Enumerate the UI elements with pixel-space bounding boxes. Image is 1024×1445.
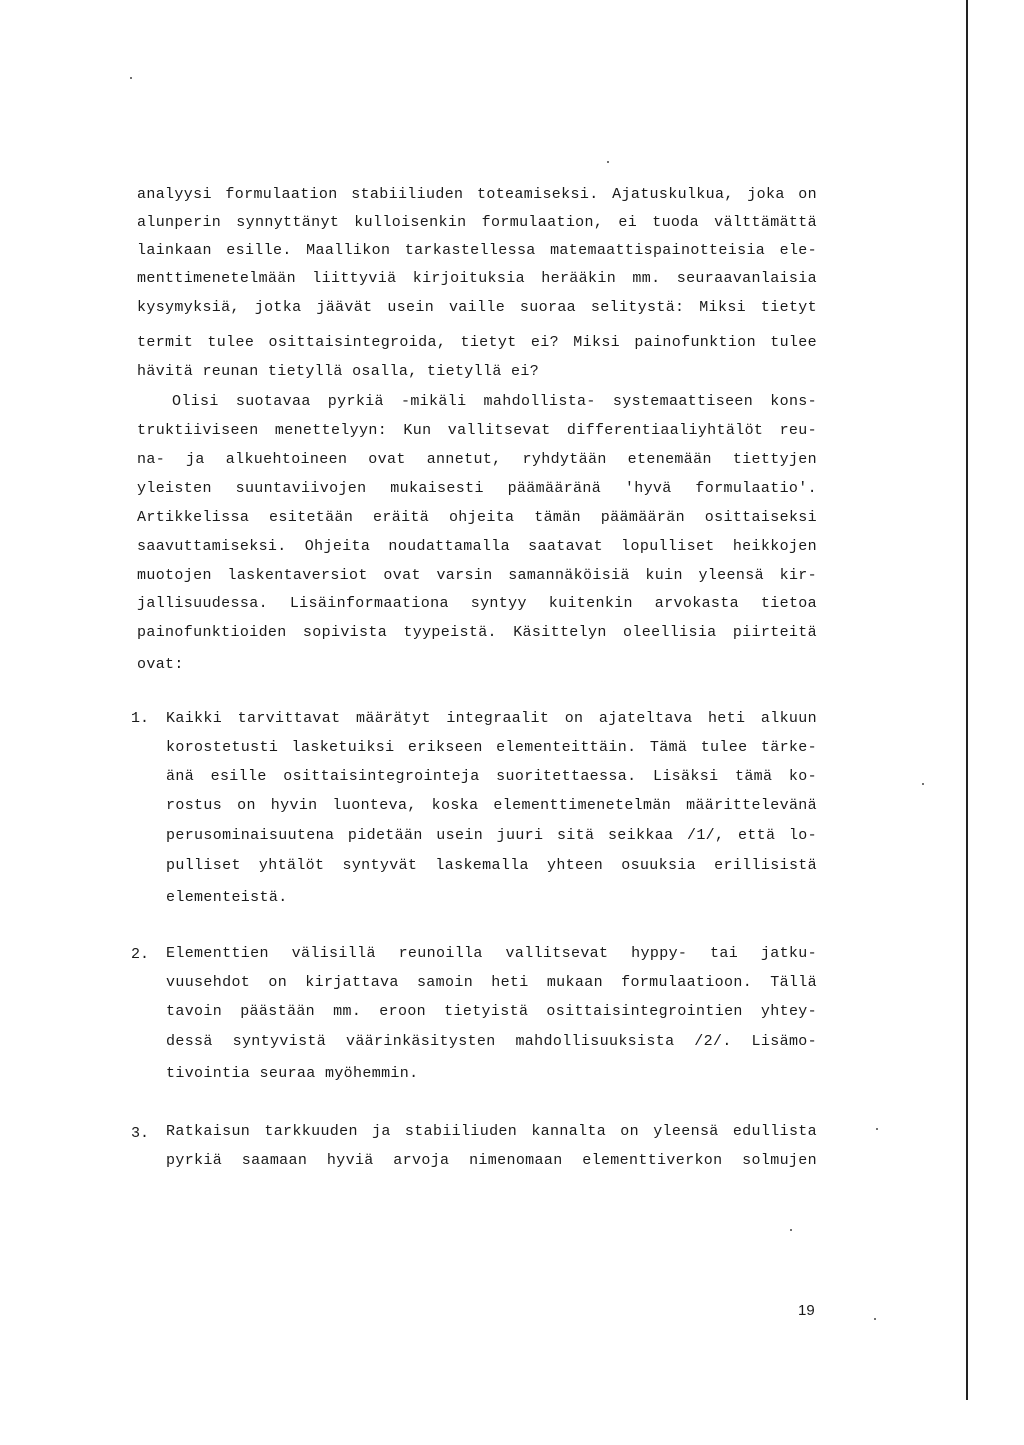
text-line: saavuttamiseksi. Ohjeita noudattamalla saatavat lopulliset heikkojen bbox=[137, 538, 817, 555]
scan-edge-line bbox=[966, 0, 968, 1400]
text-line: perusominaisuutena pidetään usein juuri sitä seikkaa /1/, että lo- bbox=[166, 827, 817, 844]
text-line: tivointia seuraa myöhemmin. bbox=[166, 1065, 419, 1082]
text-line: painofunktioiden sopivista tyypeistä. Käsittelyn oleellisia piirteitä bbox=[137, 624, 817, 641]
page-number: 19 bbox=[798, 1302, 815, 1319]
list-number: 1. bbox=[131, 710, 150, 727]
text-line: muotojen laskentaversiot ovat varsin samannäköisiä kuin yleensä kir- bbox=[137, 567, 817, 584]
text-line: Kaikki tarvittavat määrätyt integraalit on ajateltava heti alkuun bbox=[166, 710, 817, 727]
list-number: 3. bbox=[131, 1125, 150, 1142]
scan-speck bbox=[790, 1229, 792, 1231]
text-line: rostus on hyvin luonteva, koska elementtimenetelmän määrittelevänä bbox=[166, 797, 817, 814]
text-line: lainkaan esille. Maallikon tarkastellessa matemaattispainotteisia ele- bbox=[137, 242, 817, 259]
text-line: Elementtien välisillä reunoilla vallitsevat hyppy- tai jatku- bbox=[166, 945, 817, 962]
text-line: vuusehdot on kirjattava samoin heti mukaan formulaatioon. Tällä bbox=[166, 974, 817, 991]
text-line: kysymyksiä, jotka jäävät usein vaille suoraa selitystä: Miksi tietyt bbox=[137, 299, 817, 316]
text-line: Olisi suotavaa pyrkiä -mikäli mahdollista- systemaattiseen kons- bbox=[172, 393, 817, 410]
text-line: na- ja alkuehtoineen ovat annetut, ryhdytään etenemään tiettyjen bbox=[137, 451, 817, 468]
text-line: pyrkiä saamaan hyviä arvoja nimenomaan elementtiverkon solmujen bbox=[166, 1152, 817, 1169]
text-line: alunperin synnyttänyt kulloisenkin formulaation, ei tuoda välttämättä bbox=[137, 214, 817, 231]
list-number: 2. bbox=[131, 946, 150, 963]
text-line: dessä syntyvistä väärinkäsitysten mahdollisuuksista /2/. Lisämo- bbox=[166, 1033, 817, 1050]
scan-speck bbox=[922, 783, 924, 785]
scan-speck bbox=[874, 1318, 876, 1320]
text-line: Artikkelissa esitetään eräitä ohjeita tämän päämäärän osittaiseksi bbox=[137, 509, 817, 526]
scan-speck bbox=[607, 161, 609, 163]
text-line: tavoin päästään mm. eroon tietyistä osittaisintegrointien yhtey- bbox=[166, 1003, 817, 1020]
text-line: korostetusti lasketuiksi erikseen elementeittäin. Tämä tulee tärke- bbox=[166, 739, 817, 756]
text-line: jallisuudessa. Lisäinformaationa syntyy kuitenkin arvokasta tietoa bbox=[137, 595, 817, 612]
text-line: yleisten suuntaviivojen mukaisesti päämääränä 'hyvä formulaatio'. bbox=[137, 480, 817, 497]
scan-speck bbox=[130, 77, 132, 79]
text-line: Ratkaisun tarkkuuden ja stabiiliuden kannalta on yleensä edullista bbox=[166, 1123, 817, 1140]
text-line: ovat: bbox=[137, 656, 184, 673]
text-line: änä esille osittaisintegrointeja suoritettaessa. Lisäksi tämä ko- bbox=[166, 768, 817, 785]
scan-speck bbox=[876, 1128, 878, 1130]
text-line: elementeistä. bbox=[166, 889, 288, 906]
text-line: analyysi formulaation stabiiliuden toteamiseksi. Ajatuskulkua, joka on bbox=[137, 186, 817, 203]
text-line: termit tulee osittaisintegroida, tietyt ei? Miksi painofunktion tulee bbox=[137, 334, 817, 351]
text-line: pulliset yhtälöt syntyvät laskemalla yhteen osuuksia erillisistä bbox=[166, 857, 817, 874]
text-line: truktiiviseen menettelyyn: Kun vallitsevat differentiaaliyhtälöt reu- bbox=[137, 422, 817, 439]
text-line: hävitä reunan tietyllä osalla, tietyllä ei? bbox=[137, 363, 540, 380]
text-line: menttimenetelmään liittyviä kirjoituksia herääkin mm. seuraavanlaisia bbox=[137, 270, 817, 287]
